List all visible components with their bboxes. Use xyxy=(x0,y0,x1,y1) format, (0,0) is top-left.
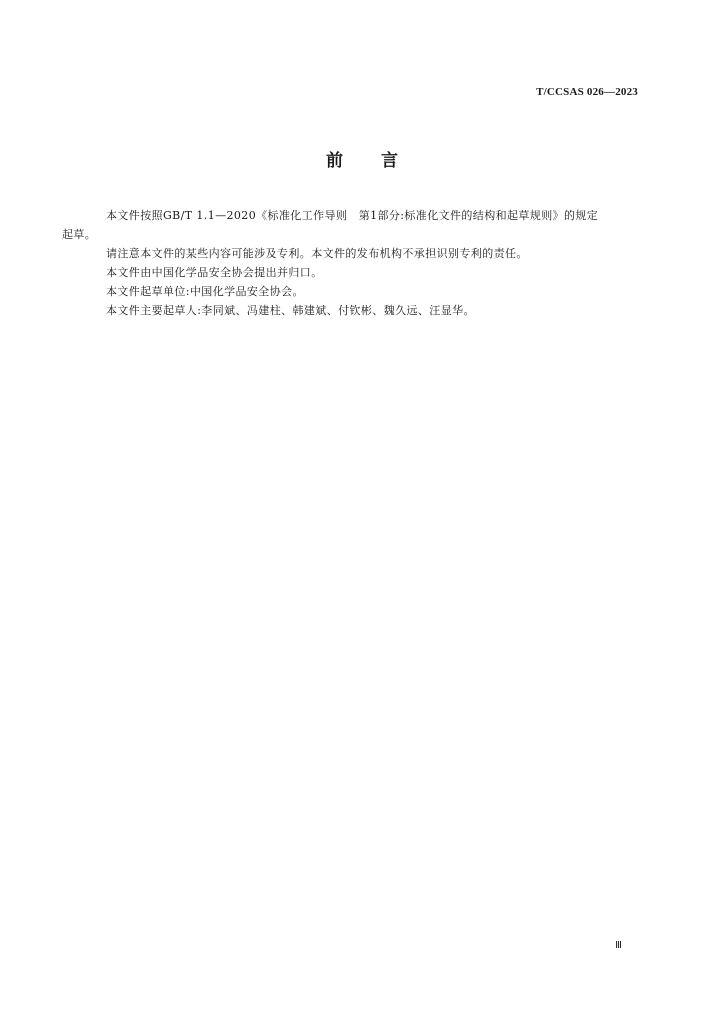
paragraph-line: 本文件按照GB/T 1.1—2020《标准化工作导则 第1部分:标准化文件的结构和起草规则》的规定 xyxy=(106,209,599,222)
preface-body xyxy=(62,206,640,320)
paragraph-line: 起草。 xyxy=(62,228,97,241)
page-number: Ⅲ xyxy=(615,940,622,951)
paragraph-drafters: 本文件主要起草人:李同斌、冯建柱、韩建斌、付钦彬、魏久远、汪显华。 xyxy=(106,304,475,317)
standard-code: T/CCSAS 026—2023 xyxy=(536,86,638,98)
paragraph-proposer: 本文件由中国化学品安全协会提出并归口。 xyxy=(106,266,323,279)
paragraph-drafting-unit: 本文件起草单位:中国化学品安全协会。 xyxy=(106,285,304,298)
paragraph-patent-notice: 请注意本文件的某些内容可能涉及专利。本文件的发布机构不承担识别专利的责任。 xyxy=(106,247,528,260)
page-title: 前言 xyxy=(326,151,436,171)
paragraph-drafting-rules xyxy=(62,206,640,244)
